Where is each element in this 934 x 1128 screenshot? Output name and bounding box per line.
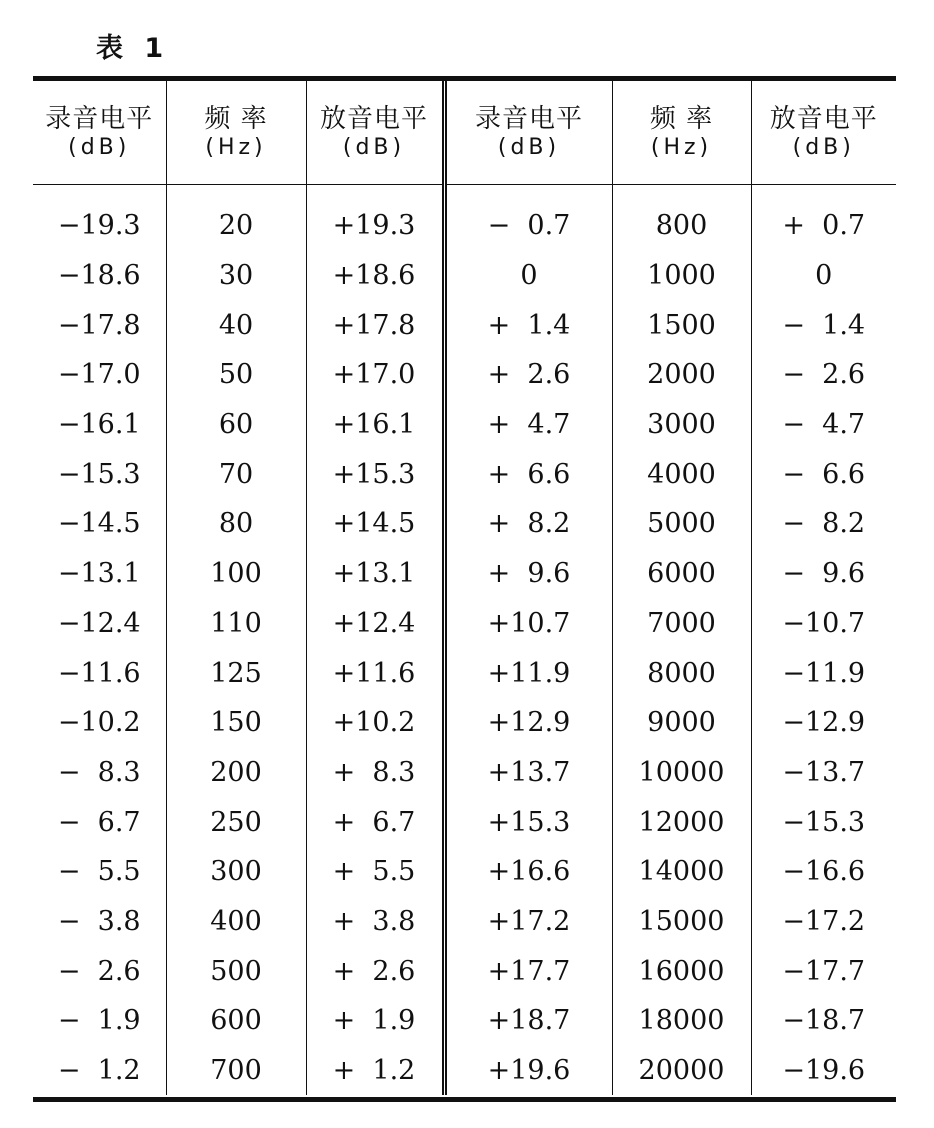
- level-frequency-table: [33, 81, 896, 1095]
- cell-playback-level: +17.8: [306, 300, 444, 350]
- cell-playback-level: + 1.9: [306, 996, 444, 1046]
- cell-playback-level: +10.2: [306, 698, 444, 748]
- header-playback-level-right: [751, 81, 896, 185]
- header-record-level-left: [33, 81, 166, 185]
- cell-playback-level: −16.6: [751, 847, 896, 897]
- cell-record-level: +17.2: [444, 897, 612, 947]
- cell-playback-level: +12.4: [306, 599, 444, 649]
- cell-record-level: +15.3: [444, 797, 612, 847]
- cell-record-level: −18.6: [57, 260, 141, 292]
- cell-frequency: 110: [166, 599, 306, 649]
- header-unit: (dB): [792, 135, 855, 161]
- header-label: 录音电平: [45, 103, 154, 134]
- cell-playback-level: − 2.6: [751, 350, 896, 400]
- table-row: [33, 350, 896, 400]
- cell-record-level: +12.9: [444, 698, 612, 748]
- table-row: [33, 251, 896, 301]
- header-label: 频 率: [649, 103, 714, 134]
- cell-frequency: 800: [612, 185, 751, 251]
- header-frequency-right: [612, 81, 751, 185]
- cell-record-level: −14.5: [57, 508, 141, 540]
- cell-frequency: 600: [166, 996, 306, 1046]
- cell-frequency: 1500: [612, 300, 751, 350]
- table-header: [33, 81, 896, 185]
- cell-frequency: 500: [166, 946, 306, 996]
- cell-playback-level: − 6.6: [751, 449, 896, 499]
- table-row: [33, 946, 896, 996]
- cell-playback-level: +17.0: [306, 350, 444, 400]
- cell-frequency: 60: [166, 400, 306, 450]
- cell-frequency: 80: [166, 499, 306, 549]
- cell-frequency: 16000: [612, 946, 751, 996]
- cell-record-level: + 4.7: [444, 400, 612, 450]
- cell-frequency: 100: [166, 549, 306, 599]
- cell-frequency: 18000: [612, 996, 751, 1046]
- cell-playback-level: −15.3: [751, 797, 896, 847]
- cell-record-level: +18.7: [444, 996, 612, 1046]
- cell-frequency: 20000: [612, 1046, 751, 1096]
- cell-record-level: − 6.7: [57, 806, 141, 838]
- cell-frequency: 9000: [612, 698, 751, 748]
- cell-frequency: 7000: [612, 599, 751, 649]
- cell-playback-level: + 5.5: [306, 847, 444, 897]
- cell-record-level: − 2.6: [57, 955, 141, 987]
- cell-record-level: +10.7: [444, 599, 612, 649]
- cell-playback-level: −19.6: [751, 1046, 896, 1096]
- cell-playback-level: −17.7: [751, 946, 896, 996]
- cell-frequency: 10000: [612, 748, 751, 798]
- cell-frequency: 70: [166, 449, 306, 499]
- cell-playback-level: −13.7: [751, 748, 896, 798]
- cell-record-level: − 8.3: [57, 756, 141, 788]
- table-row: [33, 648, 896, 698]
- cell-playback-level: + 3.8: [306, 897, 444, 947]
- cell-record-level: +11.9: [444, 648, 612, 698]
- cell-record-level: 0: [444, 251, 612, 301]
- table-row: [33, 847, 896, 897]
- table-row: [33, 449, 896, 499]
- cell-frequency: 8000: [612, 648, 751, 698]
- cell-record-level: +17.7: [444, 946, 612, 996]
- cell-frequency: 2000: [612, 350, 751, 400]
- cell-frequency: 150: [166, 698, 306, 748]
- table-row: [33, 797, 896, 847]
- cell-record-level: − 1.2: [57, 1055, 141, 1087]
- cell-record-level: − 5.5: [57, 856, 141, 888]
- header-unit: (Hz): [650, 135, 713, 161]
- cell-frequency: 4000: [612, 449, 751, 499]
- cell-frequency: 1000: [612, 251, 751, 301]
- cell-record-level: −13.1: [57, 558, 141, 590]
- cell-record-level: +19.6: [444, 1046, 612, 1096]
- table-row: [33, 897, 896, 947]
- cell-playback-level: + 1.2: [306, 1046, 444, 1096]
- cell-playback-level: −10.7: [751, 599, 896, 649]
- table-caption: 表 1: [96, 33, 170, 64]
- table-body: [33, 185, 896, 1096]
- cell-playback-level: +11.6: [306, 648, 444, 698]
- cell-frequency: 5000: [612, 499, 751, 549]
- header-unit: (dB): [68, 135, 131, 161]
- cell-record-level: − 1.9: [57, 1005, 141, 1037]
- table-row: [33, 996, 896, 1046]
- cell-record-level: + 8.2: [444, 499, 612, 549]
- header-record-level-right: [444, 81, 612, 185]
- table-row: [33, 185, 896, 251]
- cell-playback-level: +16.1: [306, 400, 444, 450]
- cell-frequency: 3000: [612, 400, 751, 450]
- cell-playback-level: + 0.7: [751, 185, 896, 251]
- cell-frequency: 14000: [612, 847, 751, 897]
- cell-playback-level: −11.9: [751, 648, 896, 698]
- cell-record-level: −17.8: [57, 309, 141, 341]
- cell-record-level: + 6.6: [444, 449, 612, 499]
- cell-playback-level: +15.3: [306, 449, 444, 499]
- table-row: [33, 499, 896, 549]
- cell-playback-level: +13.1: [306, 549, 444, 599]
- cell-frequency: 12000: [612, 797, 751, 847]
- cell-record-level: + 1.4: [444, 300, 612, 350]
- cell-frequency: 30: [166, 251, 306, 301]
- cell-frequency: 20: [166, 185, 306, 251]
- cell-record-level: −12.4: [57, 607, 141, 639]
- table-row: [33, 300, 896, 350]
- header-unit: (dB): [497, 135, 561, 161]
- cell-frequency: 200: [166, 748, 306, 798]
- table-row: [33, 698, 896, 748]
- cell-frequency: 6000: [612, 549, 751, 599]
- cell-playback-level: − 9.6: [751, 549, 896, 599]
- cell-record-level: −17.0: [57, 359, 141, 391]
- cell-playback-level: −18.7: [751, 996, 896, 1046]
- cell-record-level: +16.6: [444, 847, 612, 897]
- cell-playback-level: 0: [751, 251, 896, 301]
- cell-playback-level: − 4.7: [751, 400, 896, 450]
- cell-playback-level: + 6.7: [306, 797, 444, 847]
- cell-record-level: + 2.6: [444, 350, 612, 400]
- cell-playback-level: − 8.2: [751, 499, 896, 549]
- cell-playback-level: −12.9: [751, 698, 896, 748]
- cell-record-level: − 3.8: [57, 905, 141, 937]
- cell-playback-level: + 2.6: [306, 946, 444, 996]
- cell-frequency: 15000: [612, 897, 751, 947]
- cell-record-level: −19.3: [57, 210, 141, 242]
- header-unit: (Hz): [205, 135, 267, 161]
- header-label: 频 率: [204, 103, 268, 134]
- header-unit: (dB): [342, 135, 406, 161]
- cell-playback-level: −17.2: [751, 897, 896, 947]
- cell-record-level: − 0.7: [444, 185, 612, 251]
- cell-record-level: −10.2: [57, 707, 141, 739]
- cell-frequency: 250: [166, 797, 306, 847]
- cell-record-level: + 9.6: [444, 549, 612, 599]
- header-label: 放音电平: [769, 103, 878, 134]
- table-row: [33, 400, 896, 450]
- header-row: [33, 81, 896, 185]
- cell-playback-level: +18.6: [306, 251, 444, 301]
- cell-playback-level: +19.3: [306, 185, 444, 251]
- cell-frequency: 300: [166, 847, 306, 897]
- cell-frequency: 700: [166, 1046, 306, 1096]
- cell-record-level: −16.1: [57, 409, 141, 441]
- cell-record-level: +13.7: [444, 748, 612, 798]
- cell-playback-level: + 8.3: [306, 748, 444, 798]
- table-row: [33, 1046, 896, 1096]
- cell-playback-level: − 1.4: [751, 300, 896, 350]
- header-playback-level-left: [306, 81, 444, 185]
- table-row: [33, 599, 896, 649]
- cell-playback-level: +14.5: [306, 499, 444, 549]
- cell-frequency: 400: [166, 897, 306, 947]
- cell-frequency: 125: [166, 648, 306, 698]
- table-row: [33, 549, 896, 599]
- header-label: 放音电平: [319, 103, 428, 134]
- header-frequency-left: [166, 81, 306, 185]
- cell-record-level: −15.3: [57, 458, 141, 490]
- table-row: [33, 748, 896, 798]
- cell-frequency: 50: [166, 350, 306, 400]
- cell-frequency: 40: [166, 300, 306, 350]
- header-label: 录音电平: [474, 103, 583, 134]
- cell-record-level: −11.6: [57, 657, 141, 689]
